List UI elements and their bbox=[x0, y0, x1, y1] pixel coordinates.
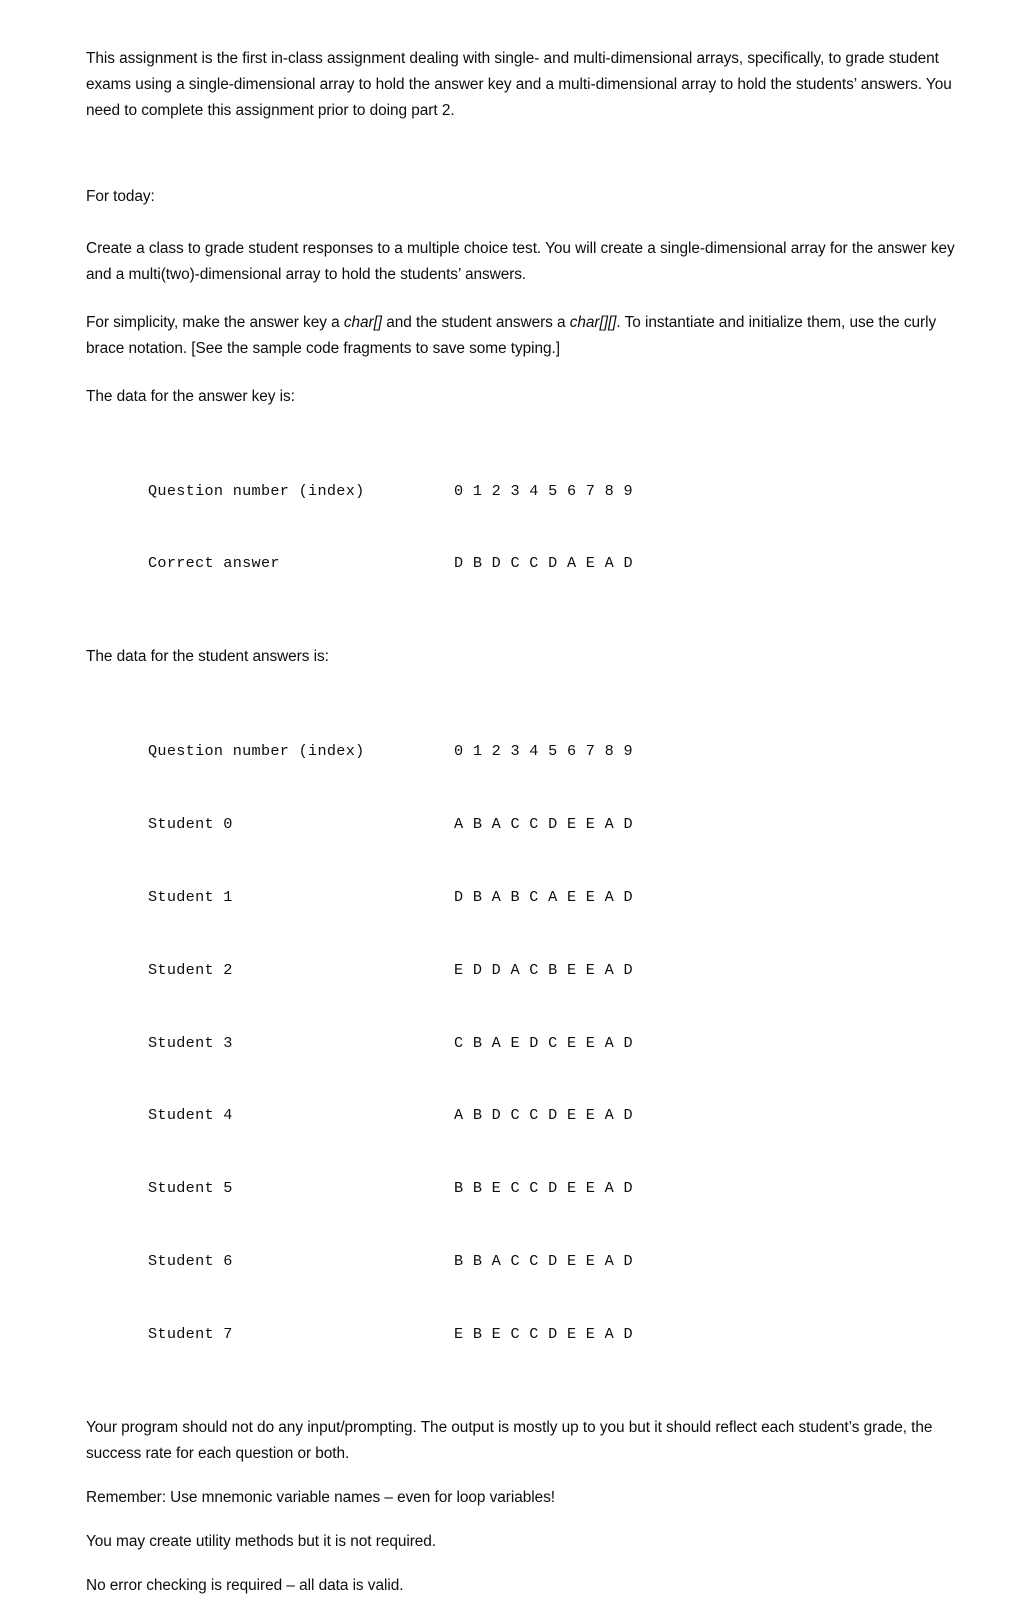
table-row bbox=[148, 958, 976, 982]
spacer bbox=[86, 670, 976, 690]
table-row-label: Student 6 bbox=[148, 1252, 233, 1271]
table-row bbox=[148, 1031, 976, 1055]
table-row-label: Student 0 bbox=[148, 814, 233, 833]
spacer bbox=[86, 1511, 976, 1529]
table-row bbox=[148, 1322, 976, 1346]
table-header-label: Question number (index) bbox=[148, 481, 365, 500]
table-row-values: D B A B C A E E A D bbox=[454, 887, 633, 906]
table-row-values: D B D C C D A E A D bbox=[454, 554, 633, 573]
document-content bbox=[86, 46, 976, 1599]
table-row-label: Student 7 bbox=[148, 1325, 233, 1344]
output-paragraph: Your program should not do any input/prompting. The output is mostly up to you but it should reflect each student’s grade, the success rate for each question or both. bbox=[86, 1418, 933, 1462]
table-row-label: Student 2 bbox=[148, 960, 233, 979]
table-row bbox=[148, 885, 976, 909]
utility-paragraph: You may create utility methods but it is not required. bbox=[86, 1532, 437, 1550]
spacer bbox=[86, 1395, 976, 1415]
simplicity-paragraph bbox=[86, 310, 976, 362]
spacer bbox=[86, 1467, 976, 1485]
table-row-values: E D D A C B E E A D bbox=[454, 960, 633, 979]
create-class-paragraph: Create a class to grade student responses to a multiple choice test. You will create a single-dimensional array for the answer key and a multi(two)-dimensional array to hold the students’ answers. bbox=[86, 240, 955, 283]
spacer bbox=[86, 624, 976, 644]
table-header-label: Question number (index) bbox=[148, 741, 365, 760]
table-header-values: 0 1 2 3 4 5 6 7 8 9 bbox=[454, 741, 633, 760]
remember-paragraph: Remember: Use mnemonic variable names – even for loop variables! bbox=[86, 1488, 555, 1506]
for-today-heading: For today: bbox=[86, 188, 155, 205]
table-header-values: 0 1 2 3 4 5 6 7 8 9 bbox=[454, 481, 633, 500]
table-row-values: B B E C C D E E A D bbox=[454, 1179, 633, 1198]
answer-key-table bbox=[148, 430, 976, 624]
spacer bbox=[86, 1555, 976, 1573]
table-row-label: Correct answer bbox=[148, 554, 280, 573]
simplicity-part3: . To instantiate and initialize them, use the curly brace notation. [See the sample code fragments to save some typing.] bbox=[86, 314, 937, 357]
table-row bbox=[148, 551, 976, 575]
spacer bbox=[86, 210, 976, 236]
char-array-type-2: char[][] bbox=[569, 314, 617, 331]
error-paragraph: No error checking is required – all data is valid. bbox=[86, 1576, 404, 1594]
table-row-label: Student 3 bbox=[148, 1033, 233, 1052]
table-row-label: Student 1 bbox=[148, 887, 233, 906]
char-array-type-1: char[] bbox=[343, 314, 383, 331]
simplicity-part1: For simplicity, make the answer key a bbox=[86, 314, 344, 331]
table-row-values: B B A C C D E E A D bbox=[454, 1252, 633, 1271]
table-row-values: A B A C C D E E A D bbox=[454, 814, 633, 833]
table-row-values: C B A E D C E E A D bbox=[454, 1033, 633, 1052]
table-row-label: Student 5 bbox=[148, 1179, 233, 1198]
table-row-label: Student 4 bbox=[148, 1106, 233, 1125]
table-row bbox=[148, 1176, 976, 1200]
student-answers-intro: The data for the student answers is: bbox=[86, 648, 329, 666]
simplicity-part2: and the student answers a bbox=[382, 314, 570, 331]
table-row bbox=[148, 812, 976, 836]
intro-paragraph: This assignment is the first in-class assignment dealing with single- and multi-dimensional arrays, specifically, to grade student exams using a single-dimensional array to hold the answer key and a multi-dimensional array to hold the students’ answers. You need to complete this assignment prior to doing part 2. bbox=[86, 50, 952, 119]
table-row bbox=[148, 1103, 976, 1127]
table-header-row bbox=[148, 739, 976, 763]
table-row-values: E B E C C D E E A D bbox=[454, 1325, 633, 1344]
spacer bbox=[86, 362, 976, 384]
student-answers-table bbox=[148, 690, 976, 1395]
table-row-values: A B D C C D E E A D bbox=[454, 1106, 633, 1125]
spacer bbox=[86, 288, 976, 310]
table-header-row bbox=[148, 479, 976, 503]
spacer bbox=[86, 124, 976, 184]
spacer bbox=[86, 410, 976, 430]
table-row bbox=[148, 1249, 976, 1273]
answer-key-intro: The data for the answer key is: bbox=[86, 388, 295, 405]
